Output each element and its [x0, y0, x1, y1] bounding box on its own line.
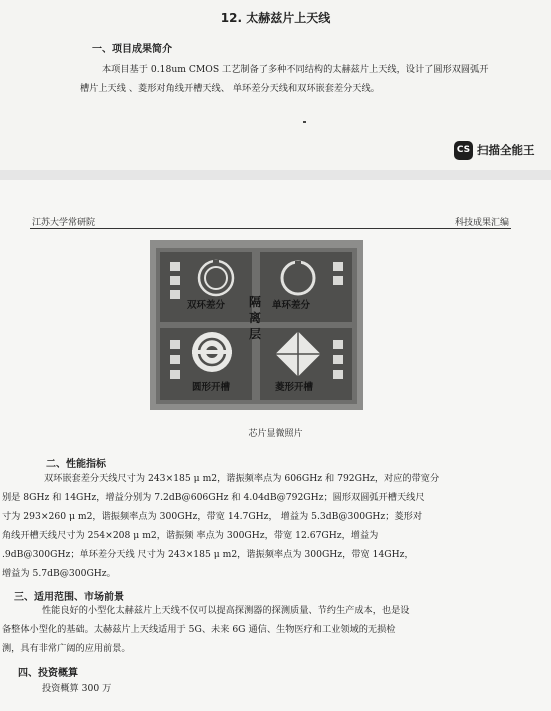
perf-line-4: 角线开槽天线尺寸为 254×208 μ m2，谐振频 率点为 300GHz，带宽 12.67GHz，增益为: [2, 530, 379, 541]
perf-line-2: 别是 8GHz 和 14GHz，增益分别为 7.2dB@606GHz 和 4.04dB@792GHz；圆形双圆弧开槽天线尺: [2, 492, 425, 503]
chip-micrograph: [150, 240, 363, 410]
document-title: 12. 太赫兹片上天线: [220, 11, 331, 25]
market-line-3: 测，具有非常广阔的应用前景。: [2, 643, 131, 654]
camscanner-label: 扫描全能王: [477, 143, 535, 157]
investment-text: 投资概算 300 万: [42, 683, 112, 694]
label-single-ring: 单环差分: [272, 300, 311, 311]
chip-micrograph-drawing: [150, 240, 363, 410]
figure-caption: 芯片显微照片: [248, 429, 303, 439]
perf-line-1: 双环嵌套差分天线尺寸为 243×185 μ m2，谐振频率点为 606GHz 和 792GHz，对应的带宽分: [44, 473, 440, 484]
label-isolation-2: 离: [249, 311, 262, 325]
label-diamond-slot: 菱形开槽: [275, 382, 314, 393]
section-heading-intro: 一、项目成果简介: [92, 44, 172, 55]
header-right: 科技成果汇编: [454, 218, 509, 228]
header-left: 江苏大学常研院: [32, 218, 96, 228]
header-rule: [30, 228, 511, 229]
label-circular-slot: 圆形开槽: [192, 382, 231, 393]
section-heading-market: 三、适用范围、市场前景: [14, 592, 124, 603]
circular-slot-antenna: [192, 332, 232, 372]
scanned-page-bottom: [0, 180, 551, 711]
intro-line-2: 槽片上天线 、菱形对角线开槽天线、 单环差分天线和双环嵌套差分天线。: [80, 83, 380, 94]
perf-line-5: .9dB@300GHz；单环差分天线 尺寸为 243×185 μ m2，谐振频率点为 300GHz，带宽 14GHz，: [2, 549, 414, 560]
section-heading-investment: 四、投资概算: [18, 668, 78, 679]
perf-line-3: 寸为 293×260 μ m2，谐振频率点为 300GHz，带宽 14.7GHz， 增益为 5.3dB@300GHz；菱形对: [2, 511, 423, 522]
page-separator: [0, 170, 551, 180]
market-line-1: 性能良好的小型化太赫兹片上天线不仅可以提高探测器的探测质量、节约生产成本，也是设: [42, 605, 410, 616]
section-heading-performance: 二、性能指标: [46, 459, 106, 470]
perf-line-6: 增益为 5.7dB@300GHz。: [2, 568, 116, 579]
scan-speck: [303, 121, 306, 123]
market-line-2: 备整体小型化的基础。太赫兹片上天线适用于 5G、未来 6G 通信、生物医疗和工业领域的无损检: [2, 624, 396, 635]
camscanner-logo-icon: CS: [454, 141, 473, 160]
scanned-page-top: [0, 0, 551, 170]
camscanner-watermark: [454, 140, 535, 160]
intro-line-1: 本项目基于 0.18um CMOS 工艺制备了多种不同结构的太赫兹片上天线，设计了圆形双圆弧开: [102, 64, 489, 75]
label-isolation-1: 隔: [249, 295, 262, 309]
label-isolation-3: 层: [249, 327, 262, 341]
label-double-ring: 双环差分: [187, 300, 226, 311]
